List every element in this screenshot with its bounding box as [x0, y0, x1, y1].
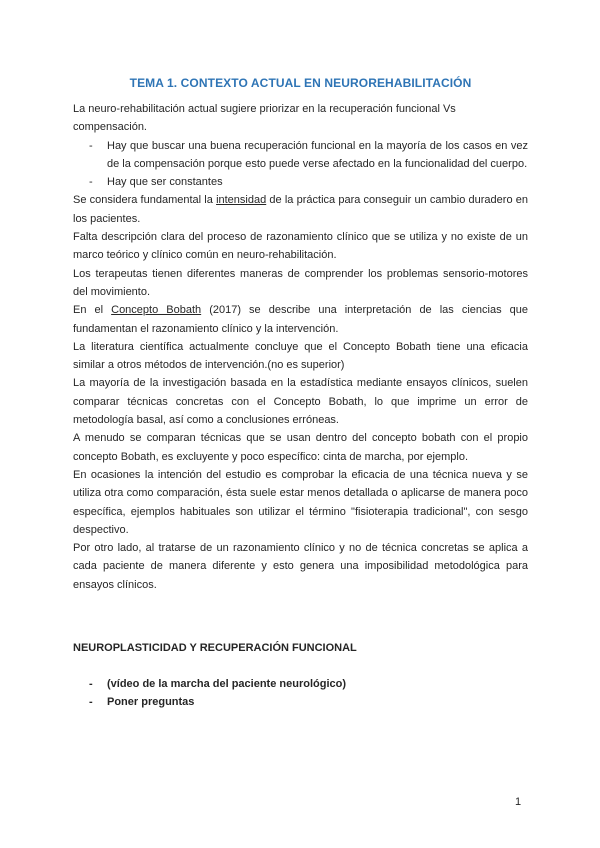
bullet-list-1: [73, 137, 528, 192]
dash-bullet: -: [89, 696, 93, 709]
list-item-text: (vídeo de la marcha del paciente neurológico): [107, 678, 347, 690]
body-text: [73, 100, 528, 594]
text-before: Se considera fundamental la: [73, 194, 217, 207]
paragraph-intensidad: [73, 191, 528, 228]
list-item: [73, 693, 528, 711]
paragraph-falta: Falta descripción clara del proceso de razonamiento clínico que se utiliza y no existe de un marco teórico y clínico común en neuro-rehabilitación.: [73, 231, 528, 262]
paragraph-otro-lado: Por otro lado, al tratarse de un razonamiento clínico y no de técnica concretas se aplica a cada paciente de manera diferente y esto genera una imposibilidad metodológica para ensayos clínicos.: [73, 542, 528, 591]
paragraph-bobath: [73, 301, 528, 338]
dash-bullet: -: [89, 139, 93, 152]
text-after: (2017) se describe una interpretación de las ciencias que fundamentan el razonamiento clínico y la intervención.: [73, 304, 528, 335]
list-item: [73, 173, 528, 191]
list-item-text: Poner preguntas: [107, 696, 195, 709]
underlined-term-concepto-bobath: Concepto Bobath: [111, 304, 202, 317]
dash-bullet: -: [89, 678, 93, 690]
bullet-list-2: [73, 675, 528, 712]
text-before: En el: [73, 304, 112, 317]
list-item-text: Hay que buscar una buena recuperación funcional en la mayoría de los casos en vez de la compensación porque esto puede verse afectado en la funcionalidad del cuerpo.: [107, 139, 528, 170]
paragraph-intro: La neuro-rehabilitación actual sugiere priorizar en la recuperación funcional Vs compensación.: [73, 103, 456, 134]
list-item: [73, 675, 528, 693]
list-item: [73, 137, 528, 174]
paragraph-terapeutas: Los terapeutas tienen diferentes maneras de comprender los problemas sensorio-motores del movimiento.: [73, 267, 528, 298]
dash-bullet: -: [89, 176, 93, 189]
paragraph-ocasiones: En ocasiones la intención del estudio es comprobar la eficacia de una técnica nueva y se utiliza otra como comparación, ésta suele estar menos detallada o aplicarse de manera poco específica, ejemplos habituales son utilizar el término "fisioterapia tradicional", con sesgo despectivo.: [73, 468, 528, 536]
list-item-text: Hay que ser constantes: [107, 176, 223, 189]
paragraph-menudo: A menudo se comparan técnicas que se usan dentro del concepto bobath con el propio concepto Bobath, es excluyente y poco específico: cinta de marcha, por ejemplo.: [73, 432, 528, 463]
page-number: 1: [515, 796, 522, 808]
page-title: TEMA 1. CONTEXTO ACTUAL EN NEUROREHABILITACIÓN: [129, 76, 472, 90]
underlined-term-intensidad: intensidad: [216, 194, 267, 207]
text-after: de la práctica para conseguir un cambio duradero en los pacientes.: [73, 194, 528, 225]
paragraph-mayoria: La mayoría de la investigación basada en la estadística mediante ensayos clínicos, suelen comparar técnicas concretas con el Concepto Bobath, lo que imprime un error de metodología basal, así como a conclusiones erróneas.: [73, 377, 528, 427]
paragraph-literatura: La literatura científica actualmente concluye que el Concepto Bobath tiene una eficacia similar a otros métodos de intervención.(no es superior): [73, 340, 528, 372]
section-heading: NEUROPLASTICIDAD Y RECUPERACIÓN FUNCIONAL: [73, 642, 357, 654]
